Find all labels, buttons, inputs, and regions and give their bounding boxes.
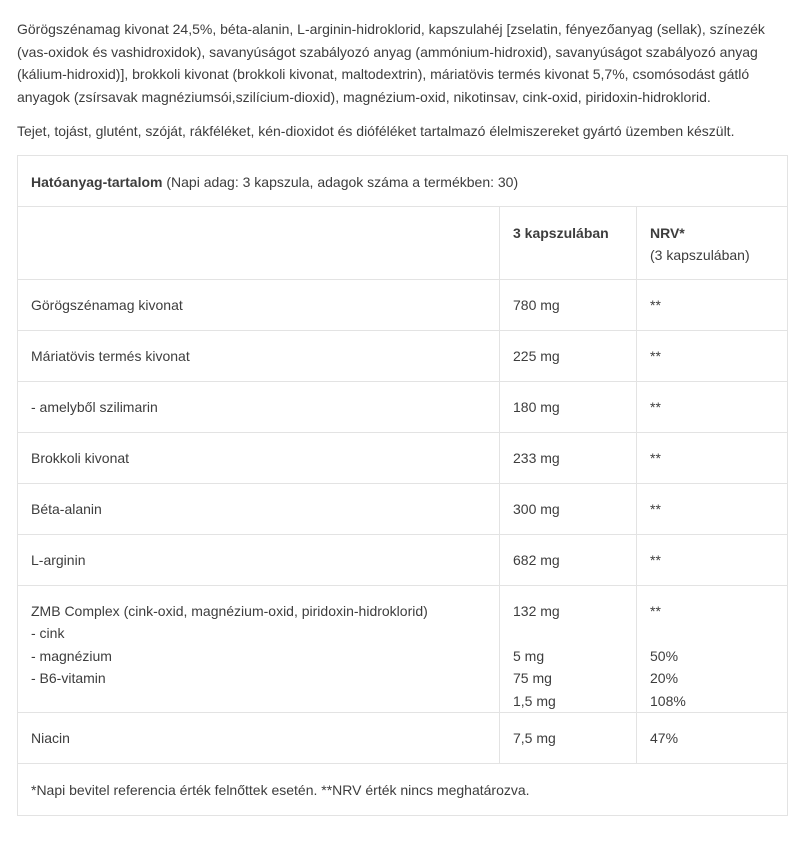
zmb-sub-magnezium: - magnézium [31,647,112,664]
row-nrv: ** [637,279,788,330]
row-amount: 780 mg [500,279,637,330]
zmb-amount-1: 5 mg [513,647,545,664]
table-title-rest: (Napi adag: 3 kapszula, adagok száma a termékben: 30) [162,173,519,190]
nrv-header-sub: (3 kapszulában) [650,247,750,263]
row-amount: 7,5 mg [500,713,637,764]
row-name: - amelyből szilimarin [18,381,500,432]
column-header-empty [18,206,500,279]
column-header-amount: 3 kapszulában [500,206,637,279]
row-name: Béta-alanin [18,483,500,534]
allergen-text: Tejet, tojást, glutént, szóját, rákféléket, kén-dioxidot és dióféléket tartalmazó élelmiszereket gyártó üzemben készült. [17,123,735,139]
row-nrv: 47% [637,713,788,764]
row-name: Brokkoli kivonat [18,432,500,483]
zmb-amount-3: 1,5 mg [513,692,556,709]
table-row [18,534,788,585]
table-row-niacin [18,713,788,764]
zmb-amounts [500,585,637,713]
table-row [18,432,788,483]
row-nrv: ** [637,534,788,585]
row-nrv: ** [637,330,788,381]
row-nrv: ** [637,381,788,432]
zmb-nrv-2: 20% [650,670,679,686]
row-name: Niacin [18,713,500,764]
table-title [18,155,788,206]
table-row [18,330,788,381]
column-header-row [18,206,788,279]
row-amount: 180 mg [500,381,637,432]
row-amount: 300 mg [500,483,637,534]
table-footnote: *Napi bevitel referencia érték felnőttek esetén. **NRV érték nincs meghatározva. [18,764,788,816]
row-amount: 233 mg [500,432,637,483]
table-row [18,483,788,534]
zmb-names [18,585,500,713]
ingredients-text: Görögszénamag kivonat 24,5%, béta-alanin, L-arginin-hidroklorid, kapszulahéj [zselatin, fényezőanyag (sellak), színezék (vas-oxidok és vashidroxidok), savanyúságot szabályozó anyag (ammónium-hidroxid), savanyúságot szabályozó anyag (kálium-hidroxid)], brokkoli kivonat (brokkoli kivonat, maltodextrin), máriatövis termés kivonat 5,7%, csomósodást gátló anyagok (zsírsavak magnéziumsói,szilícium-dioxid), magnézium-oxid, nikotinsav, cink-oxid, piridoxin-hidroklorid. [17,21,765,105]
zmb-nrv: ** [650,602,661,619]
column-header-nrv [637,206,788,279]
row-name: Máriatövis termés kivonat [18,330,500,381]
zmb-sub-cink: - cink [31,625,65,641]
table-row [18,279,788,330]
table-title-bold: Hatóanyag-tartalom [31,173,163,190]
row-name: L-arginin [18,534,500,585]
zmb-name: ZMB Complex (cink-oxid, magnézium-oxid, piridoxin-hidroklorid) [31,602,428,619]
row-amount: 225 mg [500,330,637,381]
row-name: Görögszénamag kivonat [18,279,500,330]
table-footnote-row [18,764,788,816]
zmb-amount-2: 75 mg [513,670,552,686]
nutrition-table [17,155,788,817]
row-nrv: ** [637,432,788,483]
row-amount: 682 mg [500,534,637,585]
nrv-header-label: NRV* [650,224,685,241]
zmb-nrvs [637,585,788,713]
table-title-row [18,155,788,206]
zmb-sub-b6: - B6-vitamin [31,670,106,686]
zmb-nrv-3: 108% [650,692,686,709]
zmb-nrv-1: 50% [650,647,679,664]
table-row-zmb [18,585,788,713]
row-nrv: ** [637,483,788,534]
table-row [18,381,788,432]
zmb-amount: 132 mg [513,602,560,619]
